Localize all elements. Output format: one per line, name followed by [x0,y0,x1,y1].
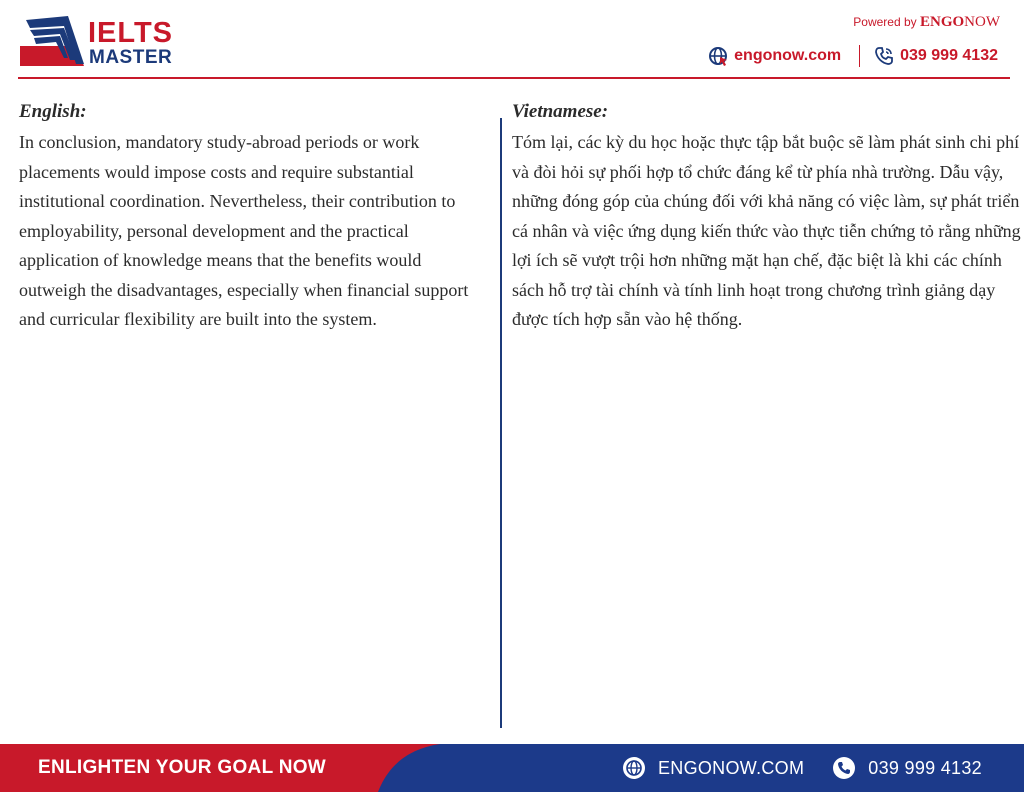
header-contact [708,44,998,68]
phone-icon [874,46,894,66]
footer-phone[interactable] [832,756,982,780]
ielts-master-logo [18,14,188,70]
footer-website-text: ENGONOW.COM [657,757,805,778]
globe-icon [708,46,728,66]
powered-by [853,14,1000,31]
powered-by-label: Powered by [853,15,920,29]
header-divider [18,77,1010,79]
globe-icon [622,756,646,780]
footer-banner [0,744,1024,792]
column-divider [500,118,502,728]
english-paragraph: In conclusion, mandatory study-abroad periods or work placements would impose costs and require substantial institutional coordination. Nevertheless, their contribution to employability, personal development and the practical application of knowledge means that the benefits would outweigh the disadvantages, especially when financial support and curricular flexibility are built into the system. [19,132,469,329]
brand-now: NOW [964,14,1000,30]
logo-master-text: MASTER [89,47,173,68]
header-phone[interactable] [874,46,998,66]
brand-engo: ENGO [919,14,965,30]
footer-website[interactable] [622,756,804,780]
footer-phone-text: 039 999 4132 [868,757,982,778]
english-column [19,98,487,335]
header-phone-text: 039 999 4132 [900,47,998,64]
vietnamese-title: Vietnamese: [512,101,609,122]
engonow-brand [920,14,1000,30]
header-website[interactable] [708,46,841,66]
logo-ielts-text: IELTS [88,17,174,49]
footer-contact [622,744,982,792]
english-title: English: [19,101,87,122]
footer-slogan: ENLIGHTEN YOUR GOAL NOW [38,757,327,778]
book-logo-icon [18,14,88,70]
vietnamese-paragraph: Tóm lại, các kỳ du học hoặc thực tập bắt buộc sẽ làm phát sinh chi phí và đòi hỏi sự phối hợp tổ chức đáng kể từ phía nhà trường. Dẫu vậy, những đóng góp của chúng đối với khả năng có việc làm, sự phát triển cá nhân và việc ứng dụng kiến thức vào thực tiễn chứng tỏ rằng những lợi ích sẽ vượt trội hơn những mặt hạn chế, đặc biệt là khi các chính sách hỗ trợ tài chính và tính linh hoạt trong chương trình giảng dạy được tích hợp sẵn vào hệ thống. [512,132,1021,329]
vietnamese-column [512,98,1024,335]
header-website-text: engonow.com [734,47,842,64]
phone-icon [832,756,856,780]
header-contact-divider [859,45,860,67]
